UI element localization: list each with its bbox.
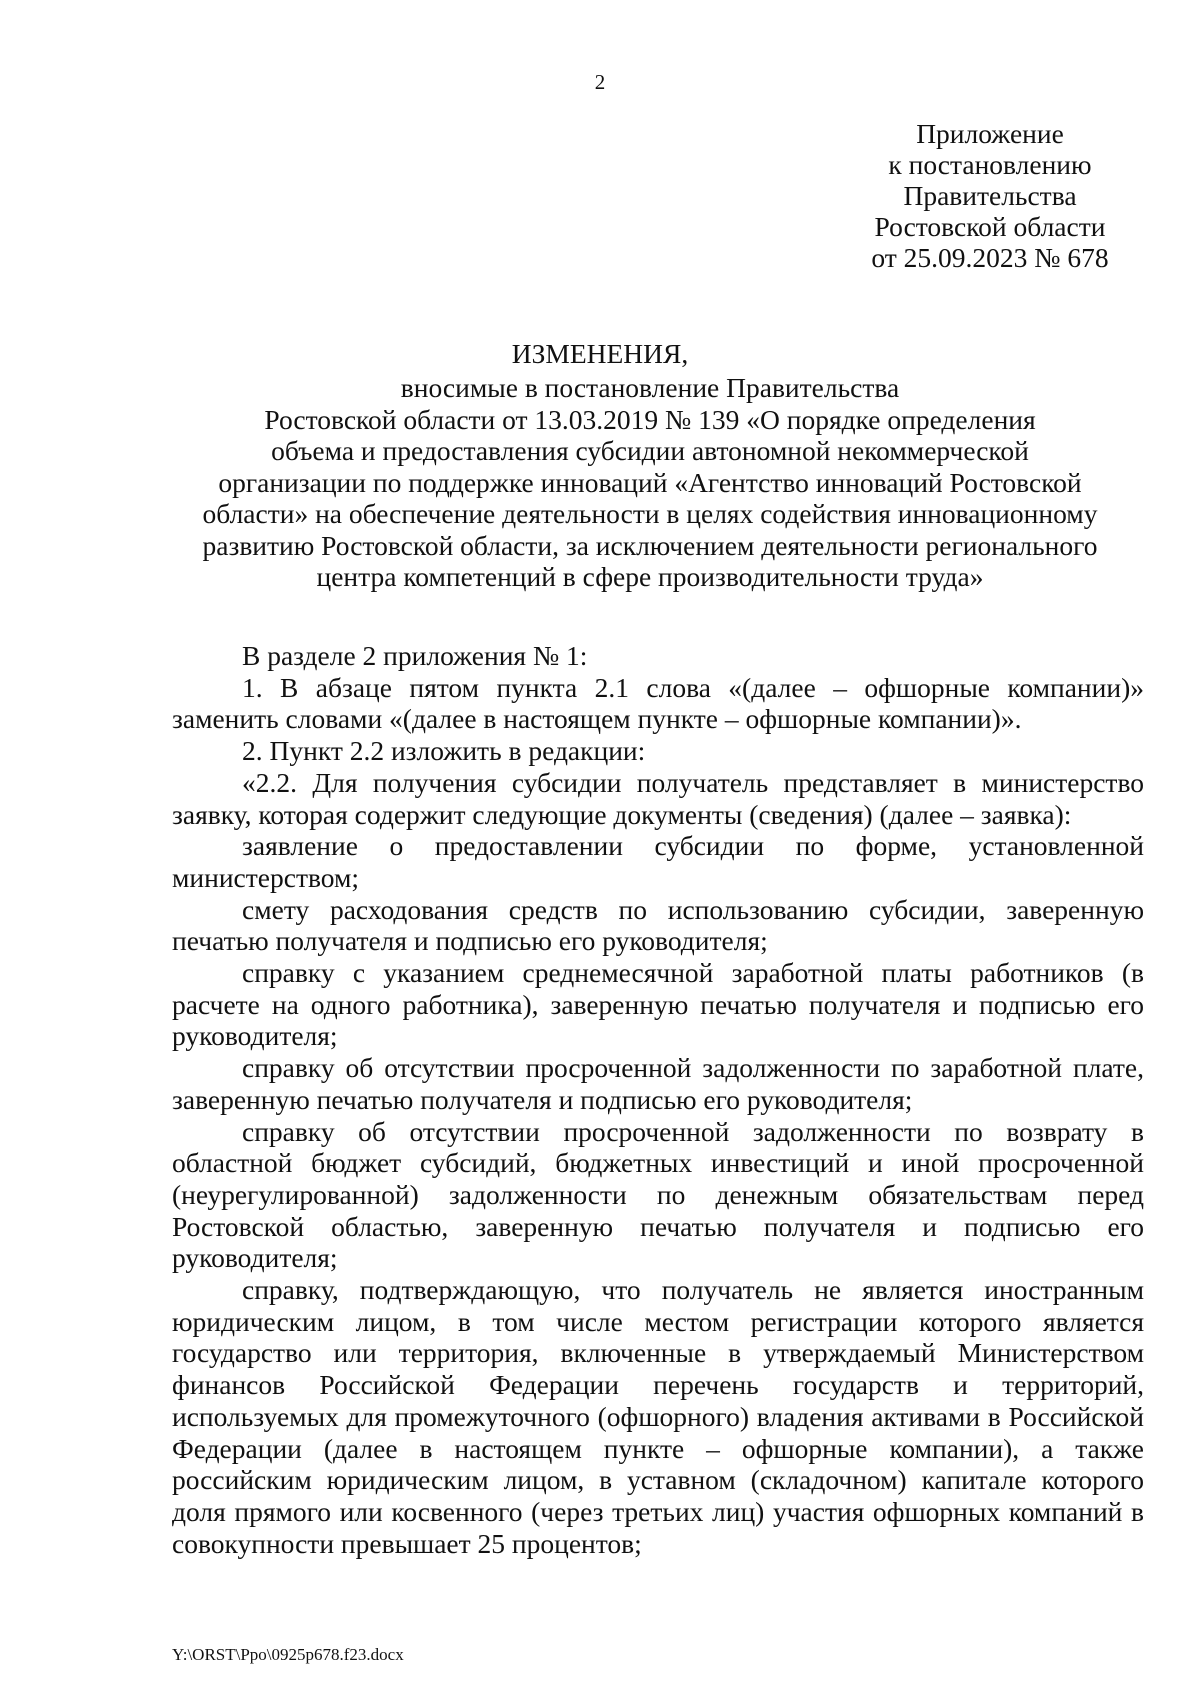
body-paragraph: 2. Пункт 2.2 изложить в редакции: [242, 735, 646, 767]
body-paragraph: справку об отсутствии просроченной задолженности по возврату в областной бюджет субсидий, бюджетных инвестиций и иной просроченной (неурегулированной) задолженности по денежным обязательствам перед Ростовской областью, заверенную печатью получателя и подписью его руководителя; [172, 1115, 1144, 1274]
appendix-line: Правительства [903, 180, 1077, 211]
appendix-line: к постановлению [888, 149, 1092, 180]
subtitle-line: вносимые в постановление Правительства [400, 372, 900, 403]
body-paragraph: «2.2. Для получения субсидии получатель представляет в министерство заявку, которая содержит следующие документы (сведения) (далее – заявка): [172, 766, 1144, 830]
subtitle-line: области» на обеспечение деятельности в целях содействия инновационному [202, 498, 1098, 529]
body-paragraph: заявление о предоставлении субсидии по форме, установленной министерством; [172, 830, 1144, 893]
appendix-line: Приложение [916, 118, 1064, 149]
footer-file-path: Y:\ORST\Ppo\0925p678.f23.docx [172, 1645, 404, 1664]
subtitle-line: объема и предоставления субсидии автономной некоммерческой [271, 435, 1029, 466]
body-paragraph: 1. В абзаце пятом пункта 2.1 слова «(далее – офшорные компании)» заменить словами «(далее в настоящем пункте – офшорные компании)». [172, 671, 1144, 735]
document-title: ИЗМЕНЕНИЯ, [511, 338, 689, 369]
body-paragraph: справку с указанием среднемесячной заработной платы работников (в расчете на одного работника), заверенную печатью получателя и подписью его руководителя; [172, 957, 1144, 1052]
document-subtitle [150, 372, 1150, 593]
body-paragraph: справку об отсутствии просроченной задолженности по заработной плате, заверенную печатью получателя и подписью его руководителя; [172, 1052, 1144, 1115]
body-paragraph: В разделе 2 приложения № 1: [242, 640, 588, 671]
body-paragraph: смету расходования средств по использованию субсидии, заверенную печатью получателя и подписью его руководителя; [172, 893, 1144, 957]
subtitle-line: центра компетенций в сфере производительности труда» [316, 561, 984, 592]
appendix-line: Ростовской области [874, 211, 1106, 242]
subtitle-line: Ростовской области от 13.03.2019 № 139 «О порядке определения [264, 403, 1036, 435]
page-number: 2 [594, 70, 606, 94]
appendix-line: от 25.09.2023 № 678 [871, 242, 1109, 273]
subtitle-line: организации по поддержке инноваций «Агентство инноваций Ростовской [218, 466, 1082, 498]
subtitle-line: развитию Ростовской области, за исключением деятельности регионального [202, 529, 1098, 561]
body-paragraph: справку, подтверждающую, что получатель не является иностранным юридическим лицом, в том числе местом регистрации которого является государство или территория, включенные в утверждаемый Министерством финансов Российской Федерации перечень государств и территорий, используемых для промежуточного (офшорного) владения активами в Российской Федерации (далее в настоящем пункте – офшорные компании), а также российским юридическим лицом, в уставном (складочном) капитале которого доля прямого или косвенного (через третьих лиц) участия офшорных компаний в совокупности превышает 25 процентов; [172, 1274, 1144, 1559]
document-body [172, 640, 1144, 1559]
appendix-block [810, 118, 1170, 273]
